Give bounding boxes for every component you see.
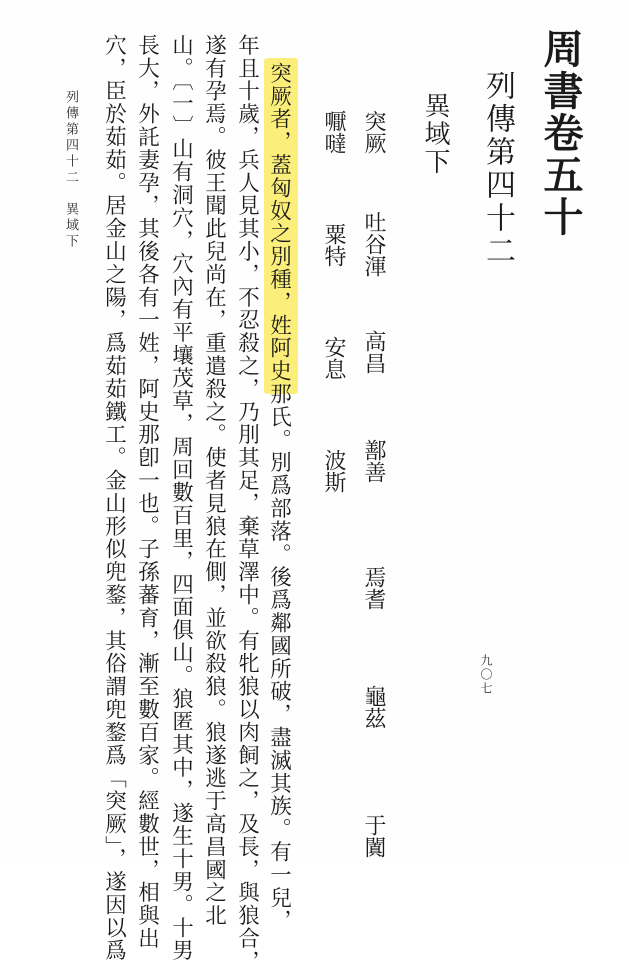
body-column-5: 長大，外託妻孕，其後各有一姓，阿史那卽一也。子孫蕃育，漸至數百家。經數世，相與出 xyxy=(134,34,160,950)
toc-row-1 xyxy=(361,110,386,858)
body-column-6: 穴，臣於茹茹。居金山之陽，爲茹茹鐵工。金山形似兜鍪，其俗謂兜鍪爲「突厥」，遂因以爲 xyxy=(101,34,127,963)
chapter-title: 列傳第四十二 xyxy=(480,70,515,268)
page-number: 九〇七 xyxy=(479,654,493,696)
body-column-3: 遂有孕焉。彼王聞此兒尚在，重遣殺之。使者見狼在側，並欲殺狼。狼遂逃于高昌國之北 xyxy=(201,34,227,928)
toc-item: 突厥 xyxy=(361,110,386,154)
toc-row-2 xyxy=(322,110,344,790)
book-title: 周書卷五十 xyxy=(537,28,584,238)
body-column-4: 山。〔一〕山有洞穴，穴內有平壤茂草，周回數百里，四面俱山。狼匿其中，遂生十男。十男 xyxy=(168,34,194,963)
toc-item: 高昌 xyxy=(361,330,386,374)
running-head: 列傳第四十二 異域下 xyxy=(63,90,78,250)
toc-item: 吐谷渾 xyxy=(361,211,386,277)
toc-item: 龜茲 xyxy=(361,685,386,729)
toc-item: 粟特 xyxy=(321,223,346,267)
toc-item: 嚈噠 xyxy=(321,110,346,154)
toc-item: 于闐 xyxy=(361,814,386,858)
toc-item: 波斯 xyxy=(321,449,346,493)
body-column-1: 突厥者，蓋匈奴之別種，姓阿史那氏。別爲部落。後爲鄰國所破，盡滅其族。有一兒， xyxy=(266,62,292,933)
toc-item: 鄯善 xyxy=(361,439,386,483)
toc-item: 焉耆 xyxy=(361,566,386,610)
toc-item: 安息 xyxy=(321,336,346,380)
body-column-2: 年且十歲，兵人見其小，不忍殺之，乃刖其足，棄草澤中。有牝狼以肉飼之，及長，與狼合， xyxy=(234,34,260,973)
section-title: 異域下 xyxy=(420,92,450,176)
